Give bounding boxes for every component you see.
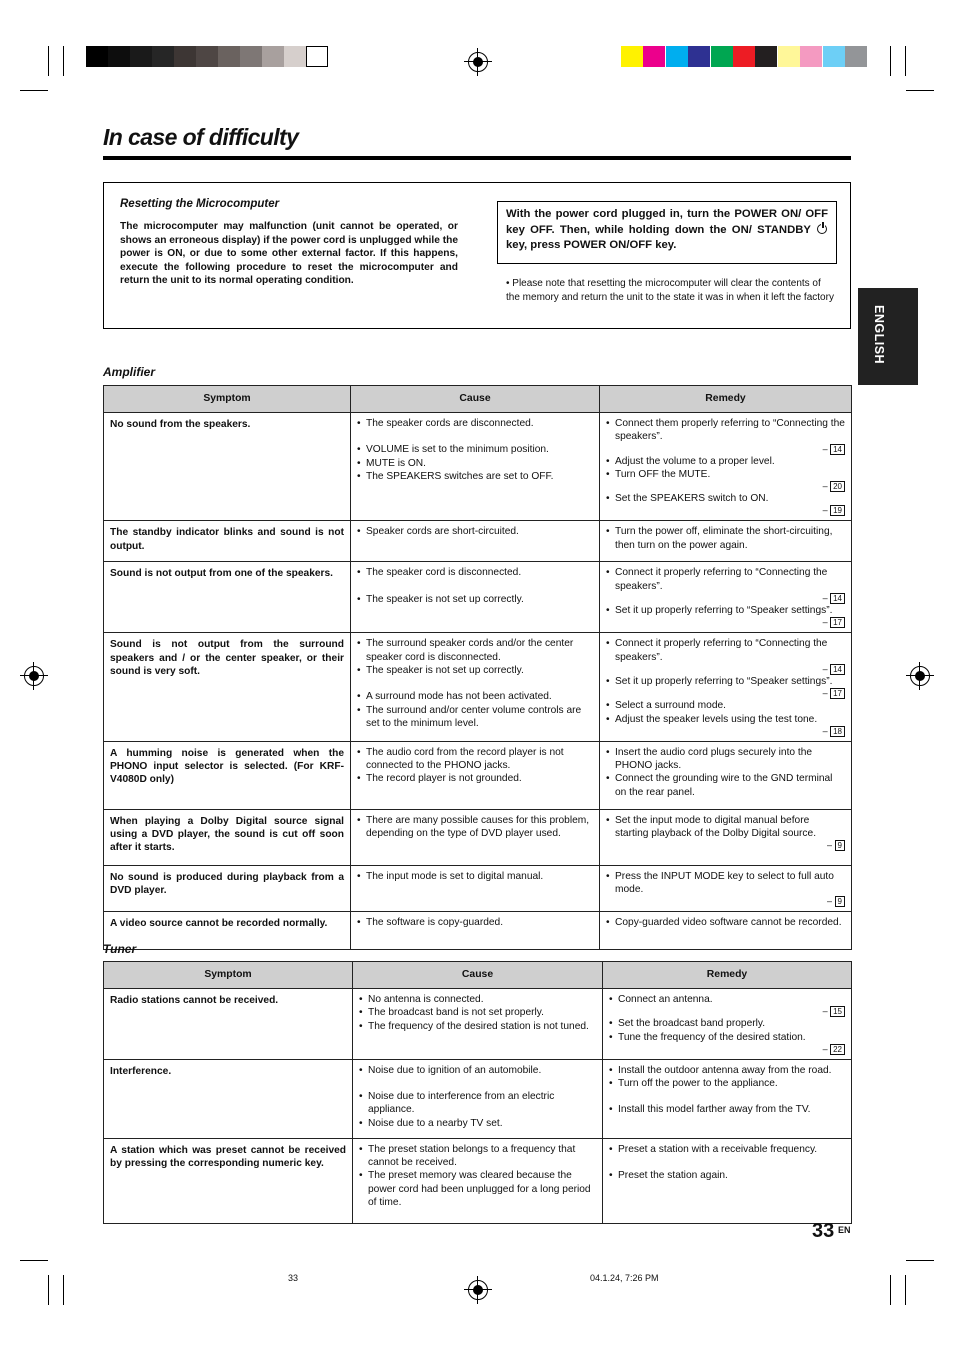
page-reference: [615, 444, 845, 455]
cause-item: • The speaker is not set up correctly.: [357, 664, 593, 677]
page-reference: [615, 896, 845, 907]
cause-cell: [351, 633, 600, 741]
table-row: [104, 562, 852, 633]
cause-item: • The audio cord from the record player is not connected to the PHONO jacks.: [357, 746, 593, 773]
remedy-text: Adjust the volume to a proper level.: [615, 455, 775, 467]
remedy-item: [606, 492, 845, 516]
cause-cell: [351, 521, 600, 562]
cause-cell: [353, 1138, 603, 1223]
remedy-text: Turn off the power to the appliance.: [618, 1078, 778, 1090]
cause-cell: [351, 865, 600, 912]
gray-swatch: [152, 46, 174, 67]
cause-item: • The frequency of the desired station is not tuned.: [359, 1020, 596, 1033]
crop-mark: [890, 1275, 891, 1305]
remedy-cell: [603, 989, 852, 1060]
remedy-text: Install this model farther away from the TV.: [618, 1104, 811, 1116]
remedy-item: [606, 870, 845, 908]
remedy-item: [609, 1143, 845, 1156]
remedy-text: Copy-guarded video software cannot be recorded.: [615, 917, 842, 929]
cause-cell: [351, 562, 600, 633]
gray-swatch: [196, 46, 218, 67]
remedy-cell: [603, 1138, 852, 1223]
remedy-text: Set it up properly referring to “Speaker settings”.: [615, 605, 833, 617]
symptom-cell: Radio stations cannot be received.: [104, 989, 353, 1060]
gray-swatch: [86, 46, 108, 67]
remedy-text: Adjust the speaker levels using the test tone.: [615, 713, 818, 725]
cause-cell: [353, 1059, 603, 1138]
registration-mark-icon: [468, 1280, 488, 1300]
cause-item: • The speaker cords are disconnected.: [357, 417, 593, 430]
column-header: Symptom: [104, 962, 353, 989]
remedy-item: [606, 604, 845, 628]
color-swatch: [823, 46, 845, 67]
registration-mark-icon: [24, 666, 44, 686]
spacer: [357, 430, 593, 443]
cause-cell: [351, 413, 600, 521]
table-row: [104, 413, 852, 521]
page-reference-number: 17: [830, 617, 845, 628]
tuner-troubleshooting-table: [103, 961, 852, 1224]
symptom-cell: The standby indicator blinks and sound is not output.: [104, 521, 351, 562]
table-row: [104, 1059, 852, 1138]
page-reference-arrow-icon: –: [822, 505, 831, 516]
page-reference: [615, 505, 845, 516]
cause-cell: [351, 809, 600, 865]
tuner-section-label: Tuner: [103, 942, 137, 956]
page-reference-arrow-icon: –: [822, 443, 831, 454]
amplifier-troubleshooting-table: [103, 385, 852, 950]
crop-mark: [48, 46, 49, 76]
remedy-text: Press the INPUT MODE key to select to full auto mode.: [615, 870, 834, 896]
page-reference-number: 15: [830, 1006, 845, 1017]
symptom-cell: A humming noise is generated when the PHONO input selector is selected. (For KRF-V4080D only): [104, 741, 351, 809]
remedy-text: Turn the power off, eliminate the short-circuiting, then turn on the power again.: [615, 526, 833, 551]
procedure-text-end: key, press POWER ON/OFF key.: [506, 239, 677, 251]
table-row: [104, 912, 852, 950]
symptom-cell: When playing a Dolby Digital source signal using a DVD player, the sound is cut off soon after it starts.: [104, 809, 351, 865]
cause-item: • There are many possible causes for this problem, depending on the type of DVD player used.: [357, 814, 593, 841]
gray-swatch: [262, 46, 284, 67]
remedy-item: [606, 916, 845, 929]
color-swatch: [643, 46, 665, 67]
page-number: 33: [812, 1220, 835, 1242]
spacer: [357, 677, 593, 690]
cause-item: • The speaker is not set up correctly.: [357, 593, 593, 606]
remedy-text: Connect it properly referring to “Connecting the speakers”.: [615, 567, 828, 592]
page-reference-number: 9: [835, 896, 845, 907]
title-rule: [103, 156, 851, 160]
color-swatch: [800, 46, 822, 67]
page-reference-number: 14: [830, 444, 845, 455]
cause-item: • MUTE is ON.: [357, 457, 593, 470]
crop-mark: [20, 90, 48, 91]
spacer: [609, 1156, 845, 1169]
remedy-item: [609, 1064, 845, 1077]
remedy-text: Connect an antenna.: [618, 994, 713, 1005]
page-reference: [615, 840, 845, 851]
page-reference-arrow-icon: –: [822, 1006, 831, 1017]
cause-item: • The surround and/or center volume controls are set to the minimum level.: [357, 704, 593, 731]
remedy-item: [606, 699, 845, 712]
page-reference-number: 14: [830, 664, 845, 675]
color-swatch: [778, 46, 800, 67]
reset-note-text: Please note that resetting the microcomputer will clear the contents of the memory and return the unit to the state it was in when it left the factory: [506, 278, 834, 303]
spacer: [359, 1077, 596, 1090]
column-header: Cause: [353, 962, 603, 989]
cause-item: • Noise due to interference from an electric appliance.: [359, 1090, 596, 1117]
color-swatch: [666, 46, 688, 67]
procedure-text: With the power cord plugged in, turn the POWER ON/ OFF key OFF. Then, while holding down the ON/ STANDBY: [506, 208, 828, 236]
cause-item: • No antenna is connected.: [359, 993, 596, 1006]
remedy-text: Connect the grounding wire to the GND terminal on the rear panel.: [615, 773, 833, 798]
table-row: [104, 865, 852, 912]
registration-mark-icon: [468, 52, 488, 72]
color-swatch: [621, 46, 643, 67]
reset-heading: Resetting the Microcomputer: [120, 198, 280, 210]
page-reference-number: 9: [835, 840, 845, 851]
cause-item: • Noise due to ignition of an automobile.: [359, 1064, 596, 1077]
remedy-item: [609, 993, 845, 1017]
crop-mark: [906, 90, 934, 91]
reset-procedure-box: [497, 201, 837, 264]
cause-item: • The input mode is set to digital manual.: [357, 870, 593, 883]
remedy-text: Connect them properly referring to “Connecting the speakers”.: [615, 418, 845, 443]
page-reference-arrow-icon: –: [822, 725, 831, 736]
spacer: [357, 580, 593, 593]
page-reference-number: 18: [830, 726, 845, 737]
cause-item: • The speaker cord is disconnected.: [357, 566, 593, 579]
gray-swatch: [284, 46, 306, 67]
remedy-item: [606, 566, 845, 604]
remedy-text: Tune the frequency of the desired station.: [618, 1031, 806, 1043]
page-reference-arrow-icon: –: [827, 840, 835, 851]
color-swatch: [688, 46, 710, 67]
table-row: [104, 989, 852, 1060]
remedy-text: Set the SPEAKERS switch to ON.: [615, 493, 769, 505]
page-reference: [615, 593, 845, 604]
remedy-cell: [600, 562, 852, 633]
remedy-item: [609, 1103, 845, 1116]
power-standby-icon: [817, 224, 827, 234]
page-reference-arrow-icon: –: [822, 688, 831, 699]
symptom-cell: A station which was preset cannot be received by pressing the corresponding numeric key.: [104, 1138, 353, 1223]
remedy-cell: [600, 912, 852, 950]
column-header: Remedy: [600, 386, 852, 413]
page-reference-number: 22: [830, 1044, 845, 1055]
symptom-cell: No sound from the speakers.: [104, 413, 351, 521]
amplifier-section-label: Amplifier: [103, 365, 156, 379]
page-reference-number: 17: [830, 688, 845, 699]
gray-swatch: [306, 46, 328, 67]
remedy-cell: [600, 413, 852, 521]
remedy-item: [609, 1031, 845, 1055]
remedy-item: [609, 1017, 845, 1030]
crop-mark: [890, 46, 891, 76]
page-reference: [615, 617, 845, 628]
remedy-text: Connect it properly referring to “Connecting the speakers”.: [615, 638, 828, 663]
page-reference: [618, 1006, 845, 1017]
remedy-text: Insert the audio cord plugs securely into the PHONO jacks.: [615, 746, 813, 772]
cause-item: • The record player is not grounded.: [357, 772, 593, 785]
table-row: [104, 633, 852, 741]
cause-item: • The software is copy-guarded.: [357, 916, 593, 929]
table-row: [104, 521, 852, 562]
page-language-code: EN: [838, 1225, 851, 1235]
remedy-item: [606, 455, 845, 468]
crop-mark: [48, 1275, 49, 1305]
reset-description: The microcomputer may malfunction (unit cannot be operated, or shows an erroneous display) if the power cord is unplugged while the power is ON, or due to some other external factor. If this happens, execute the following procedure to reset the microcomputer and return the unit to its normal operating condition.: [120, 221, 458, 286]
remedy-item: [606, 772, 845, 799]
page-reference: [618, 1044, 845, 1055]
remedy-item: [609, 1169, 845, 1182]
color-swatch: [711, 46, 733, 67]
remedy-item: [606, 675, 845, 699]
gray-swatch: [108, 46, 130, 67]
symptom-cell: Sound is not output from the surround speakers and / or the center speaker, or their sound is very soft.: [104, 633, 351, 741]
language-tab-label: ENGLISH: [872, 305, 886, 365]
remedy-cell: [603, 1059, 852, 1138]
table-row: [104, 741, 852, 809]
page-reference-number: 14: [830, 593, 845, 604]
spacer: [609, 1090, 845, 1103]
remedy-item: [606, 417, 845, 455]
cause-item: • The broadcast band is not set properly.: [359, 1006, 596, 1019]
cause-item: • The surround speaker cords and/or the center speaker cord is disconnected.: [357, 637, 593, 664]
crop-mark: [20, 1260, 48, 1261]
gray-swatch: [174, 46, 196, 67]
page-reference-number: 19: [830, 505, 845, 516]
remedy-text: Preset the station again.: [618, 1170, 728, 1182]
remedy-cell: [600, 521, 852, 562]
cause-item: • Noise due to a nearby TV set.: [359, 1117, 596, 1130]
page-reference: [615, 726, 845, 737]
cause-item: • A surround mode has not been activated.: [357, 690, 593, 703]
remedy-cell: [600, 633, 852, 741]
page-reference-number: 20: [830, 481, 845, 492]
footer-page: 33: [288, 1273, 299, 1283]
symptom-cell: Sound is not output from one of the speakers.: [104, 562, 351, 633]
remedy-item: [606, 468, 845, 492]
color-swatch: [845, 46, 867, 67]
symptom-cell: Interference.: [104, 1059, 353, 1138]
remedy-item: [606, 637, 845, 675]
gray-swatch: [240, 46, 262, 67]
cause-cell: [351, 741, 600, 809]
remedy-item: [606, 814, 845, 852]
page-reference-arrow-icon: –: [822, 1043, 831, 1054]
gray-swatch: [218, 46, 240, 67]
page-reference-arrow-icon: –: [822, 663, 831, 674]
page-reference-arrow-icon: –: [822, 481, 831, 492]
table-row: [104, 1138, 852, 1223]
remedy-item: [606, 713, 845, 737]
gray-swatch: [130, 46, 152, 67]
cause-item: • VOLUME is set to the minimum position.: [357, 443, 593, 456]
page-title: In case of difficulty: [103, 124, 299, 150]
crop-mark: [905, 46, 906, 76]
page-reference: [615, 664, 845, 675]
cause-item: • The preset memory was cleared because the power cord had been unplugged for a long period of time.: [359, 1169, 596, 1209]
remedy-item: [609, 1077, 845, 1090]
reset-note: • Please note that resetting the microcomputer will clear the contents of the memory and return the unit to the state it was in when it left the factory: [506, 278, 834, 303]
cause-item: • Speaker cords are short-circuited.: [357, 525, 593, 538]
remedy-item: [606, 525, 845, 552]
crop-mark: [63, 1275, 64, 1305]
page-reference-arrow-icon: –: [822, 593, 831, 604]
remedy-cell: [600, 865, 852, 912]
remedy-text: Set the broadcast band properly.: [618, 1018, 766, 1030]
registration-mark-icon: [910, 666, 930, 686]
column-header: Remedy: [603, 962, 852, 989]
color-swatch: [733, 46, 755, 67]
language-tab: [858, 288, 918, 385]
crop-mark: [63, 46, 64, 76]
column-header: Symptom: [104, 386, 351, 413]
cause-cell: [353, 989, 603, 1060]
footer-timestamp: 04.1.24, 7:26 PM: [590, 1273, 659, 1283]
remedy-text: Turn OFF the MUTE.: [615, 468, 711, 480]
symptom-cell: No sound is produced during playback from a DVD player.: [104, 865, 351, 912]
remedy-text: Preset a station with a receivable frequency.: [618, 1143, 818, 1155]
crop-mark: [905, 1275, 906, 1305]
remedy-cell: [600, 741, 852, 809]
cause-item: • The preset station belongs to a frequency that cannot be received.: [359, 1143, 596, 1170]
column-header: Cause: [351, 386, 600, 413]
crop-mark: [906, 1260, 934, 1261]
remedy-text: Select a surround mode.: [615, 700, 726, 712]
remedy-cell: [600, 809, 852, 865]
color-swatch: [755, 46, 777, 67]
table-row: [104, 809, 852, 865]
remedy-text: Install the outdoor antenna away from the road.: [618, 1064, 832, 1076]
remedy-text: Set it up properly referring to “Speaker settings”.: [615, 675, 833, 687]
remedy-text: Set the input mode to digital manual before starting playback of the Dolby Digital source.: [615, 814, 817, 840]
page-reference: [615, 481, 845, 492]
reset-section: [103, 182, 851, 329]
cause-cell: [351, 912, 600, 950]
page-reference-arrow-icon: –: [822, 617, 831, 628]
page-reference-arrow-icon: –: [827, 896, 835, 907]
remedy-item: [606, 746, 845, 773]
page-reference: [615, 688, 845, 699]
symptom-cell: A video source cannot be recorded normally.: [104, 912, 351, 950]
cause-item: • The SPEAKERS switches are set to OFF.: [357, 470, 593, 483]
